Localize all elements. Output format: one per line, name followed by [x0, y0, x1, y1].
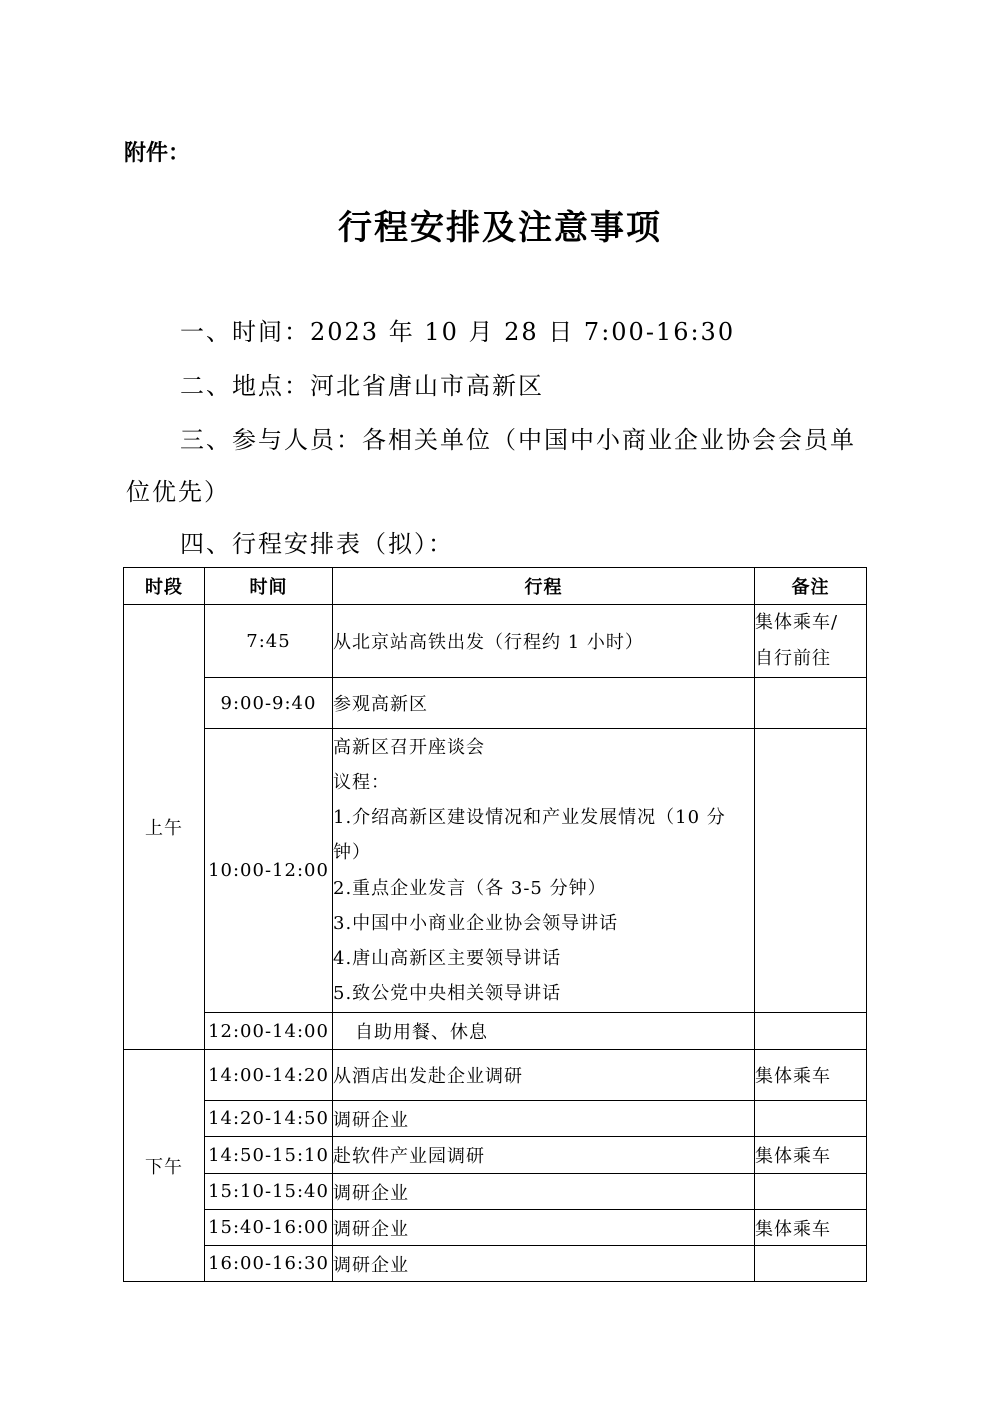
agenda-line: 4.唐山高新区主要领导讲话 — [333, 947, 562, 969]
info-time: 一、时间：2023 年 10 月 28 日 7:00-16:30 — [180, 318, 736, 346]
row-note — [755, 605, 867, 678]
agenda-line: 3.中国中小商业企业协会领导讲话 — [333, 912, 619, 934]
table-row — [124, 1137, 867, 1174]
row-time: 12:00-14:00 — [205, 1013, 333, 1050]
agenda-line: 5.致公党中央相关领导讲话 — [333, 983, 562, 1005]
row-time: 9:00-9:40 — [205, 678, 333, 729]
table-row — [124, 1013, 867, 1050]
row-item: 从北京站高铁出发（行程约 1 小时） — [333, 605, 755, 678]
row-agenda — [333, 729, 755, 1013]
row-note — [755, 1013, 867, 1050]
row-item: 参观高新区 — [333, 678, 755, 729]
info-participants-cont: 位优先） — [126, 478, 230, 506]
info-participants: 三、参与人员：各相关单位（中国中小商业企业协会会员单 — [180, 426, 856, 454]
period-afternoon: 下午 — [124, 1050, 205, 1282]
agenda-line: 钟） — [333, 842, 371, 864]
row-note: 集体乘车 — [755, 1137, 867, 1174]
table-header-row — [124, 568, 867, 605]
table-row — [124, 1050, 867, 1101]
row-item: 调研企业 — [333, 1246, 755, 1282]
row-item: 调研企业 — [333, 1174, 755, 1210]
schedule-table — [123, 567, 867, 1282]
row-item: 自助用餐、休息 — [333, 1013, 755, 1050]
row-note — [755, 1101, 867, 1137]
period-morning: 上午 — [124, 605, 205, 1050]
row-note — [755, 1246, 867, 1282]
row-item: 调研企业 — [333, 1210, 755, 1246]
row-note — [755, 1174, 867, 1210]
row-time: 14:00-14:20 — [205, 1050, 333, 1101]
table-row — [124, 1210, 867, 1246]
row-note — [755, 678, 867, 729]
agenda-line: 高新区召开座谈会 — [333, 736, 485, 758]
table-row — [124, 678, 867, 729]
table-row — [124, 1174, 867, 1210]
note-line: 自行前往 — [755, 648, 831, 669]
attachment-label: 附件： — [124, 141, 191, 166]
table-row — [124, 729, 867, 1013]
header-item: 行程 — [333, 568, 755, 605]
row-time: 10:00-12:00 — [205, 729, 333, 1013]
header-note: 备注 — [755, 568, 867, 605]
table-row — [124, 605, 867, 678]
schedule-heading: 四、行程安排表（拟）： — [180, 530, 454, 558]
row-item: 赴软件产业园调研 — [333, 1137, 755, 1174]
row-note — [755, 729, 867, 1013]
row-item: 从酒店出发赴企业调研 — [333, 1050, 755, 1101]
row-note: 集体乘车 — [755, 1210, 867, 1246]
header-time: 时间 — [205, 568, 333, 605]
row-time: 15:40-16:00 — [205, 1210, 333, 1246]
info-location: 二、地点：河北省唐山市高新区 — [180, 372, 544, 400]
row-time: 16:00-16:30 — [205, 1246, 333, 1282]
row-item: 调研企业 — [333, 1101, 755, 1137]
row-note: 集体乘车 — [755, 1050, 867, 1101]
row-time: 15:10-15:40 — [205, 1174, 333, 1210]
note-line: 集体乘车/ — [755, 612, 839, 633]
document-title: 行程安排及注意事项 — [338, 208, 662, 248]
agenda-line: 议程： — [333, 771, 390, 793]
table-row — [124, 1101, 867, 1137]
table-row — [124, 1246, 867, 1282]
agenda-line: 1.介绍高新区建设情况和产业发展情况（10 分 — [333, 807, 726, 829]
row-time: 14:20-14:50 — [205, 1101, 333, 1137]
agenda-line: 2.重点企业发言（各 3-5 分钟） — [333, 877, 607, 899]
row-time: 14:50-15:10 — [205, 1137, 333, 1174]
row-time: 7:45 — [205, 605, 333, 678]
header-period: 时段 — [124, 568, 205, 605]
